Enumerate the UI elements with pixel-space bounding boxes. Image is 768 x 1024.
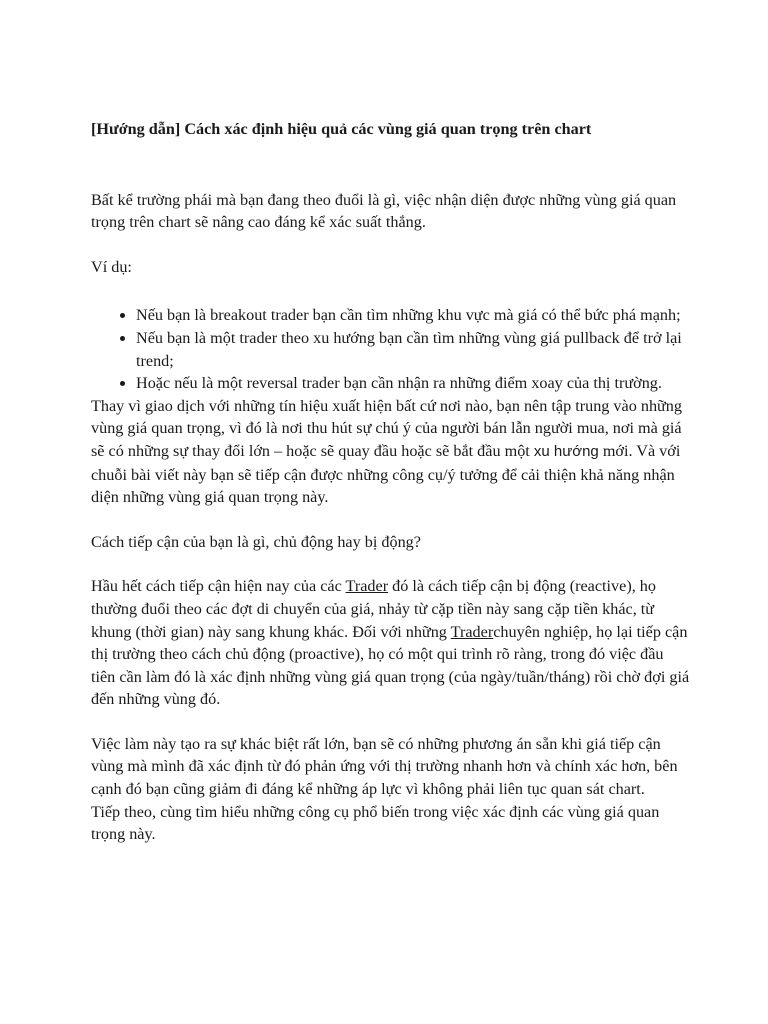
- paragraph-text: mới. Và với chuỗi bài viết này bạn sẽ tiếp cận được những công cụ/ý tưởng để cải thiện khả năng nhận diện những vùng giá quan trọng này.: [91, 441, 681, 507]
- list-item: • Hoặc nếu là một reversal trader bạn cần nhận ra những điểm xoay của thị trường.: [136, 372, 691, 395]
- paragraph-approach: [91, 575, 691, 711]
- bullet-list: [91, 304, 691, 394]
- paragraph-focus-zones: [91, 395, 691, 509]
- paragraph-text: đó là cách tiếp cận bị động (reactive), họ thường đuổi theo các đợt di chuyển của giá, nhảy từ cặp tiền này sang cặp tiền khác, từ khung (thời gian) này sang khung khác. Đối với những: [91, 577, 656, 641]
- paragraph-text: chuyên nghiệp, họ lại tiếp cận thị trường theo cách chủ động (proactive), họ có một qui trình rõ ràng, trong đó việc đầu tiên cần làm đó là xác định những vùng giá quan trọng (của ngày/tuần/tháng) rồi chờ đợi giá đến những vùng đó.: [91, 622, 690, 709]
- trend-term: xu hướng: [533, 442, 599, 460]
- section-question: Cách tiếp cận của bạn là gì, chủ động hay bị động?: [91, 532, 421, 551]
- paragraph-text: Thay vì giao dịch với những tín hiệu xuất hiện bất cứ nơi nào, bạn nên tập trung vào những vùng giá quan trọng, vì đó là nơi thu hút sự chú ý của người bán lẫn người mua, nơi mà giá sẽ có những sự thay đổi lớn – hoặc sẽ quay đầu hoặc sẽ bắt đầu một: [91, 396, 682, 460]
- paragraph-benefits: Việc làm này tạo ra sự khác biệt rất lớn, bạn sẽ có những phương án sẵn khi giá tiếp cận vùng mà mình đã xác định từ đó phản ứng với thị trường nhanh hơn và chính xác hơn, bên cạnh đó bạn cũng giảm đi đáng kể những áp lực vì không phải liên tục quan sát chart.: [91, 734, 678, 799]
- list-item: • Nếu bạn là một trader theo xu hướng bạn cần tìm những vùng giá pullback để trở lại trend;: [136, 327, 691, 372]
- paragraph-text: Hầu hết cách tiếp cận hiện nay của các: [91, 577, 346, 596]
- intro-paragraph: Bất kể trường phái mà bạn đang theo đuổi là gì, việc nhận diện được những vùng giá quan trọng trên chart sẽ nâng cao đáng kể xác suất thắng.: [91, 190, 677, 232]
- example-label: Ví dụ:: [91, 257, 132, 276]
- document-body: [91, 118, 691, 846]
- trader-link[interactable]: Trader: [345, 577, 389, 596]
- document-title: [Hướng dẫn] Cách xác định hiệu quả các vùng giá quan trọng trên chart: [91, 120, 592, 138]
- list-item: • Nếu bạn là breakout trader bạn cần tìm những khu vực mà giá có thể bức phá mạnh;: [136, 304, 691, 327]
- paragraph-next: Tiếp theo, cùng tìm hiểu những công cụ phổ biến trong việc xác định các vùng giá quan trọng này.: [91, 802, 660, 844]
- trader-link[interactable]: Trader: [450, 622, 494, 641]
